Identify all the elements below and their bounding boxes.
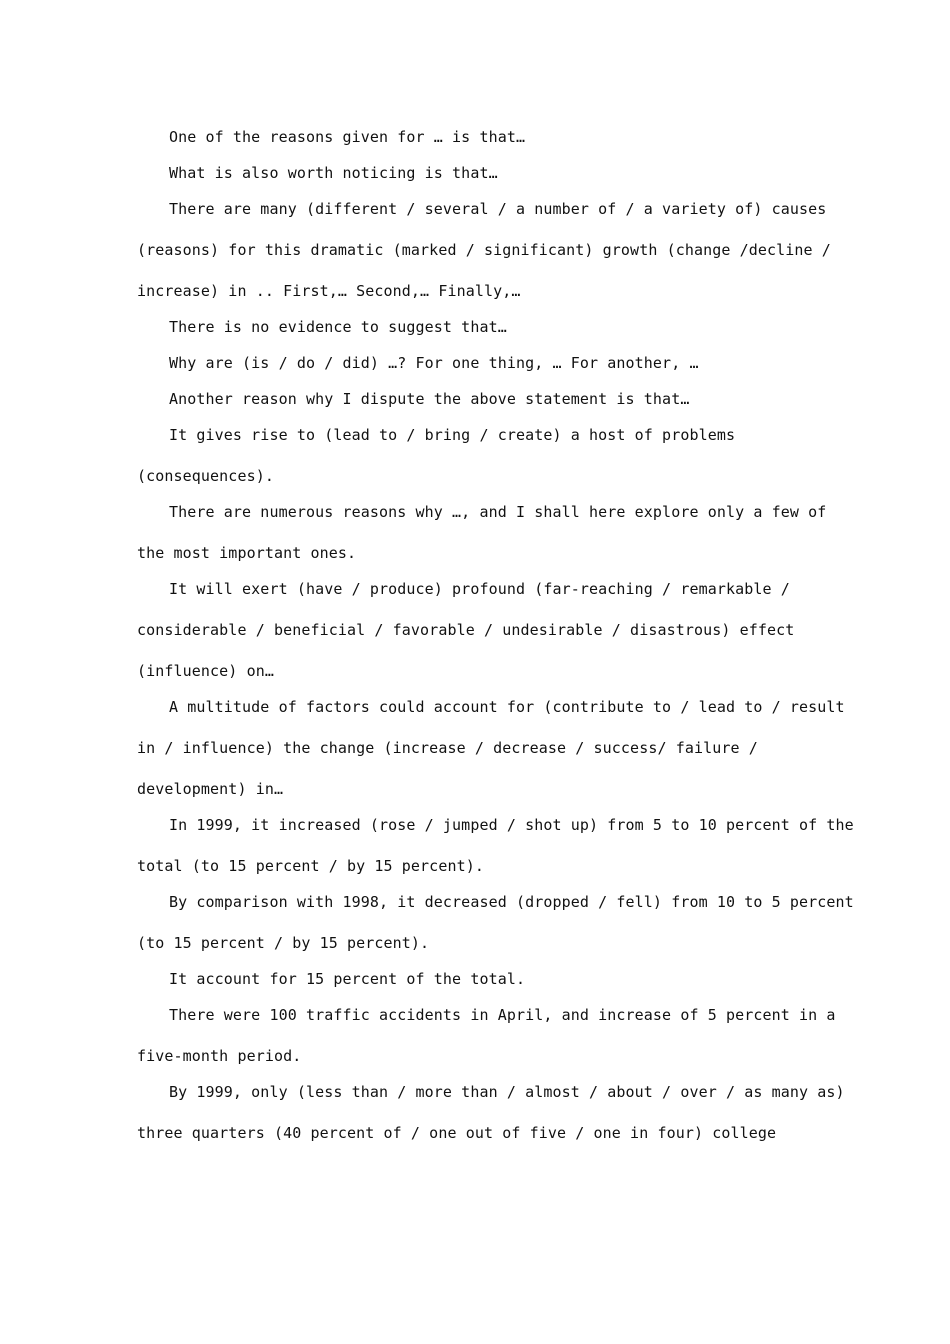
paragraph [137, 196, 831, 314]
text-line: in / influence) the change (increase / decrease / success/ failure / [137, 739, 758, 757]
text-line: In 1999, it increased (rose / jumped / shot up) from 5 to 10 percent of the [169, 816, 854, 834]
text-line: five-month period. [137, 1047, 302, 1065]
text-line: There are many (different / several / a number of / a variety of) causes [169, 200, 827, 218]
text-line: There is no evidence to suggest that… [169, 318, 507, 336]
text-line: A multitude of factors could account for (contribute to / lead to / result [169, 698, 845, 716]
paragraph [137, 350, 817, 386]
text-line: (influence) on… [137, 662, 274, 680]
text-line: total (to 15 percent / by 15 percent). [137, 857, 484, 875]
paragraph [137, 889, 854, 966]
paragraph [137, 966, 817, 1002]
paragraph [137, 694, 845, 812]
paragraph [137, 1079, 845, 1156]
text-line: It account for 15 percent of the total. [169, 970, 526, 988]
paragraph [137, 160, 817, 196]
document-body [137, 124, 854, 1156]
text-line: It gives rise to (lead to / bring / create) a host of problems [169, 426, 736, 444]
text-line: There are numerous reasons why …, and I shall here explore only a few of [169, 503, 827, 521]
paragraph [137, 1002, 836, 1079]
paragraph [137, 576, 817, 694]
paragraph [137, 422, 817, 499]
text-line: There were 100 traffic accidents in April, and increase of 5 percent in a [169, 1006, 836, 1024]
text-line: By 1999, only (less than / more than / almost / about / over / as many as) [169, 1083, 845, 1101]
text-line: (consequences). [137, 467, 274, 485]
text-line: Another reason why I dispute the above statement is that… [169, 390, 690, 408]
paragraph [137, 499, 827, 576]
text-line: considerable / beneficial / favorable / undesirable / disastrous) effect [137, 621, 795, 639]
text-line: the most important ones. [137, 544, 357, 562]
text-line: increase) in .. First,… Second,… Finally,… [137, 282, 521, 300]
text-line: What is also worth noticing is that… [169, 164, 498, 182]
text-line: three quarters (40 percent of / one out of five / one in four) college [137, 1124, 777, 1142]
paragraph [137, 314, 817, 350]
text-line: (reasons) for this dramatic (marked / significant) growth (change /decline / [137, 241, 831, 259]
paragraph [137, 812, 854, 889]
text-line: It will exert (have / produce) profound (far-reaching / remarkable / [169, 580, 790, 598]
text-line: By comparison with 1998, it decreased (dropped / fell) from 10 to 5 percent [169, 893, 854, 911]
text-line: development) in… [137, 780, 284, 798]
text-line: Why are (is / do / did) …? For one thing, … For another, … [169, 354, 699, 372]
text-line: One of the reasons given for … is that… [169, 128, 526, 146]
paragraph [137, 386, 817, 422]
text-line: (to 15 percent / by 15 percent). [137, 934, 430, 952]
paragraph [137, 124, 817, 160]
